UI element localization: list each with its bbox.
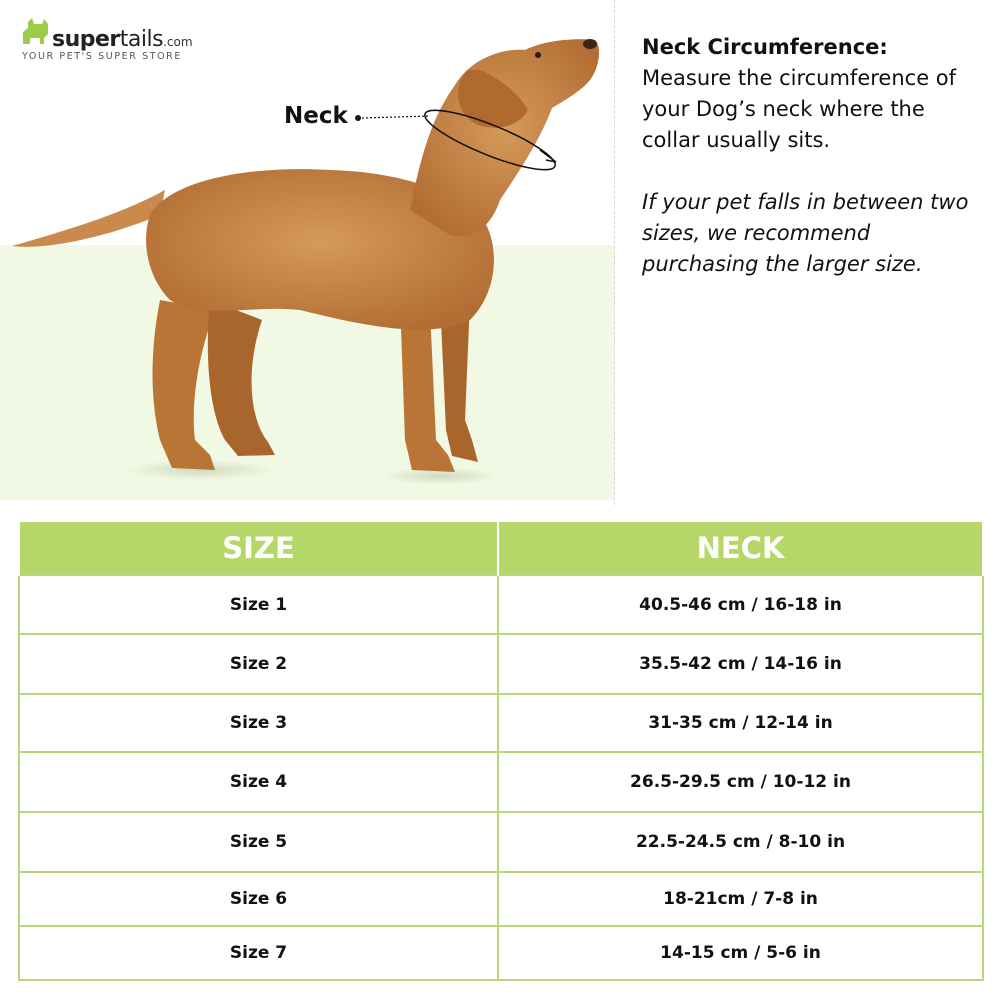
table-row [19, 575, 983, 634]
table-row [19, 926, 983, 980]
instruction-heading: Neck Circumference: [642, 35, 888, 59]
neck-cell: 14-15 cm / 5-6 in [498, 926, 983, 980]
size-chart-table [18, 520, 984, 981]
table-row [19, 872, 983, 926]
neck-cell: 35.5-42 cm / 14-16 in [498, 634, 983, 694]
table-row [19, 634, 983, 694]
size-cell: Size 6 [19, 872, 498, 926]
brand-logo[interactable] [20, 14, 220, 66]
illustration-panel [0, 0, 615, 500]
size-cell: Size 1 [19, 575, 498, 634]
column-header-neck: NECK [498, 521, 983, 575]
column-header-size: SIZE [19, 521, 498, 575]
size-cell: Size 7 [19, 926, 498, 980]
size-cell: Size 3 [19, 694, 498, 752]
table-row [19, 694, 983, 752]
dog-logo-icon [20, 16, 50, 48]
neck-cell: 18-21cm / 7-8 in [498, 872, 983, 926]
brand-name-regular: tails [119, 27, 164, 52]
size-cell: Size 4 [19, 752, 498, 812]
measurement-instructions [642, 32, 987, 280]
panel-divider [614, 0, 615, 505]
dog-illustration [0, 0, 615, 500]
neck-cell: 26.5-29.5 cm / 10-12 in [498, 752, 983, 812]
sizing-note: If your pet falls in between two sizes, we recommend purchasing the larger size. [642, 190, 969, 276]
brand-domain: .com [163, 35, 193, 49]
neck-label: Neck [284, 103, 348, 129]
table-header-row [19, 521, 983, 575]
size-cell: Size 5 [19, 812, 498, 872]
brand-name-bold: super [52, 27, 120, 52]
table-row [19, 752, 983, 812]
neck-cell: 40.5-46 cm / 16-18 in [498, 575, 983, 634]
neck-cell: 22.5-24.5 cm / 8-10 in [498, 812, 983, 872]
instruction-description: Measure the circumference of your Dog’s neck where the collar usually sits. [642, 66, 957, 152]
neck-cell: 31-35 cm / 12-14 in [498, 694, 983, 752]
table-row [19, 812, 983, 872]
brand-tagline: YOUR PET'S SUPER STORE [22, 51, 182, 62]
size-cell: Size 2 [19, 634, 498, 694]
